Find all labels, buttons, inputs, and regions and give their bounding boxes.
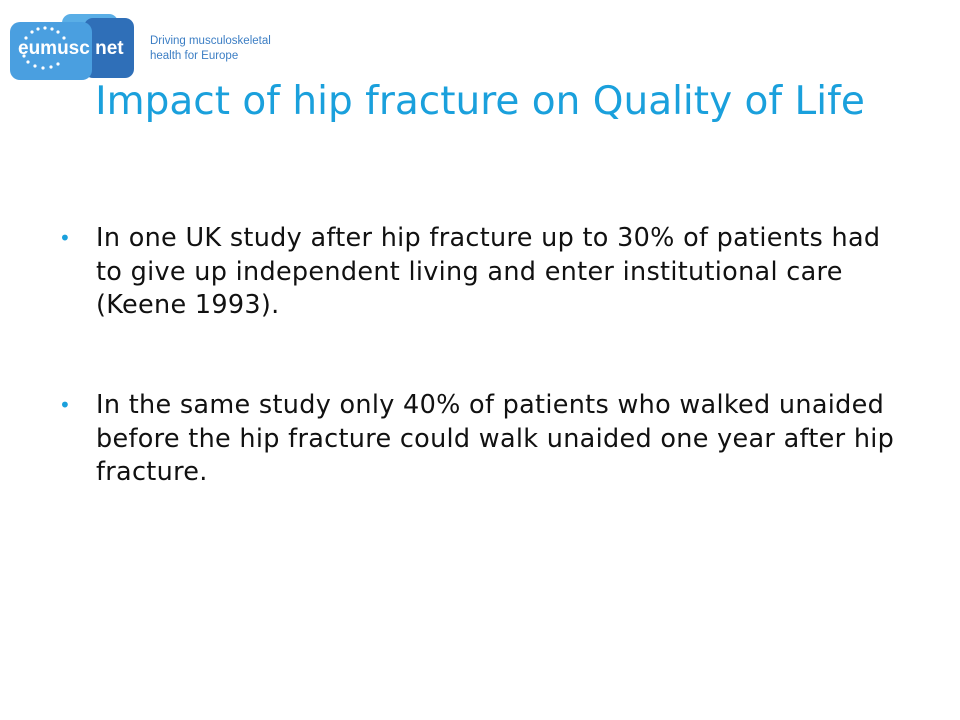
bullet-list (56, 222, 896, 490)
eumusc-logo (10, 12, 270, 84)
bullet-item (56, 222, 896, 323)
bullet-item (56, 389, 896, 490)
logo-tagline-line2: health for Europe (150, 50, 239, 62)
logo-tagline (150, 34, 271, 64)
bullet-icon: • (59, 392, 72, 417)
logo-tagline-line1: Driving musculoskeletal (150, 35, 271, 47)
logo-brand-text: eumusc net (18, 38, 124, 59)
bullet-text: In one UK study after hip fracture up to 30% of patients had to give up independent living and enter institutional care (Keene 1993). (96, 223, 881, 321)
slide-title: Impact of hip fracture on Quality of Life (95, 79, 865, 124)
bullet-icon: • (59, 226, 72, 250)
eumusc-logo-mark (10, 12, 150, 84)
bullet-text: In the same study only 40% of patients who walked unaided before the hip fracture could walk unaided one year after hip fracture. (96, 389, 895, 488)
